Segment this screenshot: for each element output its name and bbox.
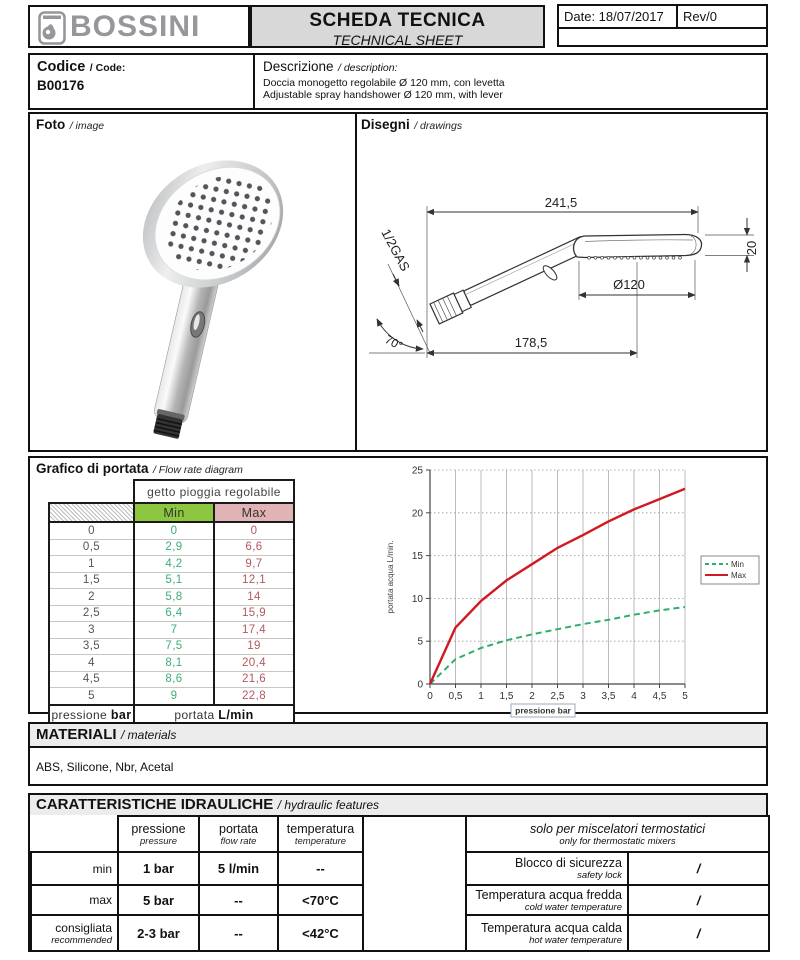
flow-cell-max: 20,4 [214,655,294,672]
flow-cell-p: 1 [49,556,134,573]
hydraulic-value: -- [199,915,278,951]
rev-value: Rev/0 [683,9,717,24]
brand-name: BOSSINI [70,10,201,43]
date-value: Date: 18/07/2017 [564,9,664,24]
svg-text:pressione bar: pressione bar [515,705,571,716]
technical-drawing [357,112,768,450]
flow-cell-p: 3,5 [49,638,134,655]
thermostatic-row [466,885,769,915]
rev-box [676,4,768,29]
description-label: Descrizione [263,59,334,74]
flow-cell-min: 8,6 [134,671,214,688]
svg-text:2,5: 2,5 [550,691,565,702]
flow-cell-max: 21,6 [214,671,294,688]
flow-cell-p: 2 [49,589,134,606]
hydraulic-value: <70°C [278,885,363,915]
sheet-title-box [250,5,545,48]
description-line1: Doccia monogetto regolabile Ø 120 mm, con levetta [263,77,505,89]
flow-cell-max: 14 [214,589,294,606]
flow-cell-p: 2,5 [49,605,134,622]
hydraulic-value: -- [199,885,278,915]
svg-text:portata acqua L/min.: portata acqua L/min. [386,540,395,614]
flow-row [49,688,294,705]
flowrate-header: portata flow rate [199,816,278,852]
hydraulic-value: <42°C [278,915,363,951]
flow-rate-chart [383,458,775,716]
thermostatic-label: Temperatura acqua calda hot water temperature [466,915,628,951]
flow-cell-min: 7,5 [134,638,214,655]
flow-rate-label: Grafico di portata / Flow rate diagram [36,461,243,476]
svg-text:0: 0 [427,691,433,702]
thermostatic-row [466,852,769,885]
drawing-label: Disegni / drawings [361,117,463,132]
svg-text:15: 15 [411,551,423,563]
flow-cell-max: 0 [214,522,294,539]
flow-cell-max: 22,8 [214,688,294,705]
svg-text:4,5: 4,5 [652,691,667,702]
svg-text:1,5: 1,5 [499,691,514,702]
sheet-title: SCHEDA TECNICA [309,10,486,31]
svg-text:3,5: 3,5 [601,691,616,702]
row-label: max [31,885,118,915]
flow-cell-p: 3 [49,622,134,639]
hydraulic-row [31,852,363,885]
materials-box [28,722,768,786]
min-column-header: Min [134,503,214,522]
svg-text:5: 5 [417,636,423,648]
row-label: min [31,852,118,885]
svg-text:5: 5 [682,691,688,702]
thermostatic-header: solo per miscelatori termostatici only for thermostatic mixers [466,816,769,852]
flow-cell-p: 4,5 [49,671,134,688]
flow-cell-max: 19 [214,638,294,655]
flow-row [49,671,294,688]
flow-row [49,638,294,655]
svg-text:4: 4 [631,691,637,702]
code-label-en: / Code: [89,62,126,74]
svg-text:2: 2 [529,691,535,702]
flow-cell-min: 5,1 [134,572,214,589]
sheet-subtitle: TECHNICAL SHEET [332,32,463,48]
svg-text:Max: Max [731,571,747,580]
pressure-header: pressione pressure [118,816,199,852]
code-label: Codice [37,59,86,75]
flow-rate-table [48,479,295,727]
materials-value: ABS, Silicone, Nbr, Acetal [36,760,174,774]
logo-box [28,5,250,48]
dim-thread: 1/2GAS [378,226,413,274]
dim-angle: 70° [382,332,406,354]
flow-group-header: getto pioggia regolabile [134,480,294,503]
flow-cell-max: 17,4 [214,622,294,639]
product-photo [95,132,320,444]
code-cell [30,55,255,108]
svg-text:25: 25 [411,465,423,477]
svg-text:10: 10 [411,593,423,605]
svg-text:1: 1 [478,691,484,702]
svg-text:Min: Min [731,560,744,569]
dim-total-length: 241,5 [544,195,578,210]
flow-cell-min: 7 [134,622,214,639]
hydraulic-value: 5 bar [118,885,199,915]
hydraulic-right-table [465,815,770,952]
flow-cell-min: 8,1 [134,655,214,672]
flow-cell-min: 6,4 [134,605,214,622]
svg-text:3: 3 [580,691,586,702]
flow-cell-max: 9,7 [214,556,294,573]
thermostatic-header-row [466,816,769,852]
hydraulic-left-table [30,815,364,952]
thermostatic-value: / [628,852,769,885]
flow-cell-p: 5 [49,688,134,705]
flow-cell-p: 4 [49,655,134,672]
flow-row [49,539,294,556]
thermostatic-value: / [628,915,769,951]
row-label: consigliata recommended [31,915,118,951]
hydraulic-row [31,915,363,951]
flow-group-header-row [49,480,294,503]
flow-cell-min: 9 [134,688,214,705]
bossini-shield-icon [38,11,66,45]
hydraulic-title: CARATTERISTICHE IDRAULICHE / hydraulic features [30,795,766,817]
flow-cell-min: 0 [134,522,214,539]
thermostatic-row [466,915,769,951]
hydraulic-value: 5 l/min [199,852,278,885]
code-value: B00176 [37,78,85,93]
flow-cell-max: 6,6 [214,539,294,556]
date-box [557,4,678,29]
thermostatic-value: / [628,885,769,915]
description-cell [255,55,768,108]
description-label-en: / description: [337,62,398,74]
thermostatic-label: Blocco di sicurezza safety lock [466,852,628,885]
flow-unit-cell: portata L/min [134,705,294,726]
hydraulic-value: 1 bar [118,852,199,885]
flow-row [49,572,294,589]
flow-cell-min: 4,2 [134,556,214,573]
svg-text:0,5: 0,5 [448,691,463,702]
flow-row [49,522,294,539]
materials-title: MATERIALI / materials [30,724,766,748]
photo-label: Foto / image [36,117,105,132]
flow-cell-min: 5,8 [134,589,214,606]
hydraulic-row [31,885,363,915]
max-column-header: Max [214,503,294,522]
dim-head-diameter: Ø120 [613,277,645,292]
hydraulic-value: -- [278,852,363,885]
code-description-box [28,53,768,110]
dim-handle-length: 178,5 [514,335,548,350]
svg-text:0: 0 [417,679,423,691]
dim-head-thickness: 20 [744,240,759,256]
handshower-handle [149,271,219,440]
flow-cell-max: 15,9 [214,605,294,622]
flow-row [49,622,294,639]
pressure-unit-cell: pressione bar [49,705,134,726]
hydraulic-value: 2-3 bar [118,915,199,951]
svg-text:20: 20 [411,508,423,520]
flow-row [49,655,294,672]
hydraulic-header-row [31,816,363,852]
flow-cell-p: 0 [49,522,134,539]
flow-cell-p: 1,5 [49,572,134,589]
thermostatic-label: Temperatura acqua fredda cold water temperature [466,885,628,915]
header-empty-cell [557,27,768,47]
flow-row [49,605,294,622]
temperature-header: temperatura temperature [278,816,363,852]
flow-cell-max: 12,1 [214,572,294,589]
flow-row [49,556,294,573]
flow-cell-min: 2,9 [134,539,214,556]
flow-header-row [49,503,294,522]
hatched-cell [49,503,134,522]
flow-cell-p: 0,5 [49,539,134,556]
description-line2: Adjustable spray handshower Ø 120 mm, with lever [263,89,503,101]
flow-row [49,589,294,606]
